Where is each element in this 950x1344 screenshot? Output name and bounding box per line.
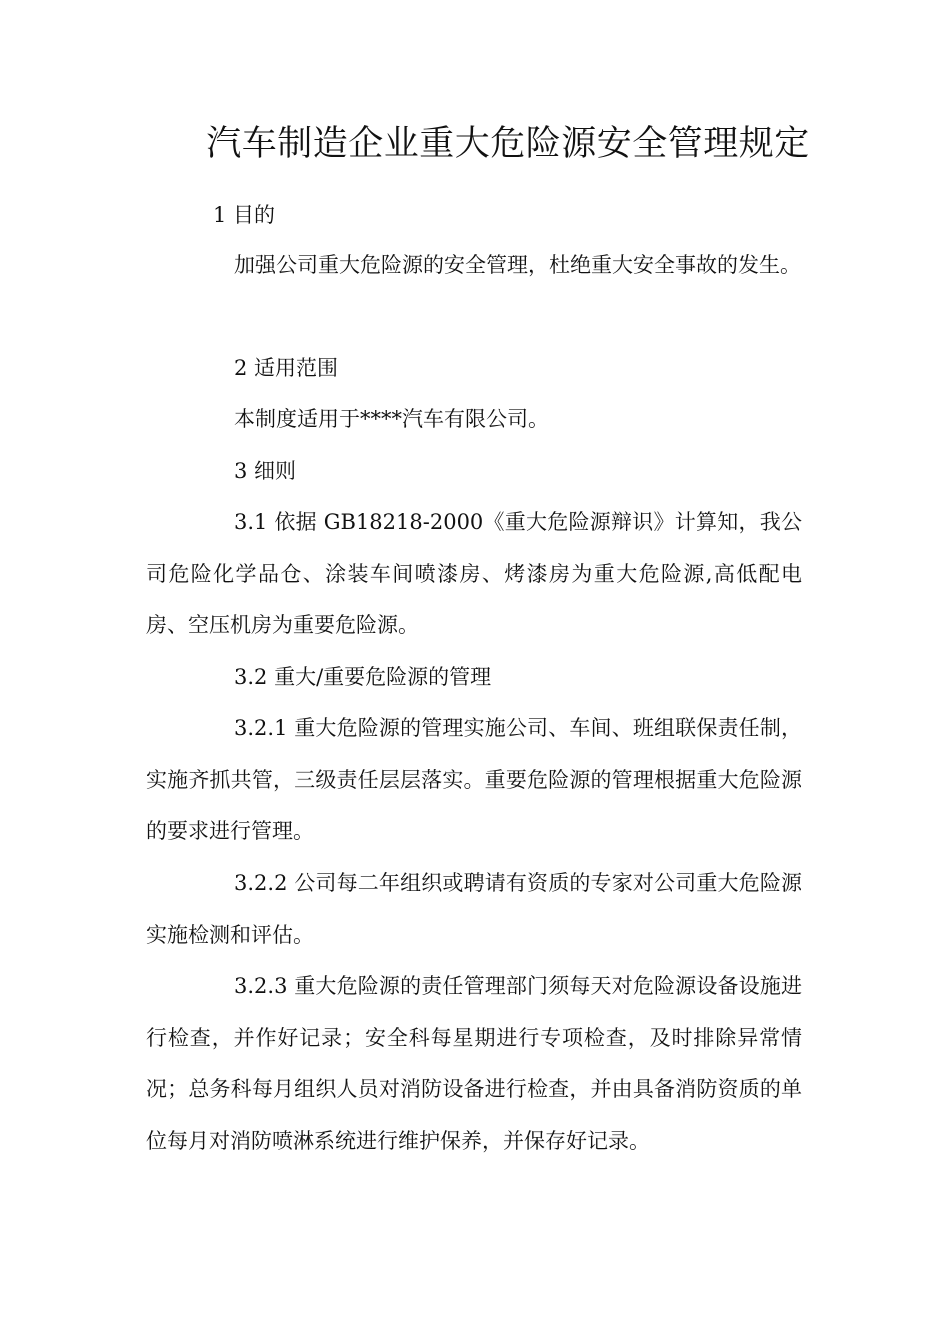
- section-heading-rules: 3 细则: [234, 459, 297, 483]
- section-heading-purpose: 1 目的: [213, 203, 276, 227]
- paragraph-scope: 本制度适用于****汽车有限公司。: [234, 407, 549, 431]
- paragraph-3-2-3: 3.2.3 重大危险源的责任管理部门须每天对危险源设备设施进行检查，并作好记录；安全科每星期进行专项检查，及时排除异常情况；总务科每月组织人员对消防设备进行检查，并由具备消防资质的单位每月对消防喷淋系统进行维护保养，并保存好记录。: [146, 974, 802, 1153]
- document-title: 汽车制造企业重大危险源安全管理规定: [206, 124, 810, 164]
- section-heading-3-2: 3.2 重大/重要危险源的管理: [234, 665, 492, 689]
- paragraph-3-2-1: 3.2.1 重大危险源的管理实施公司、车间、班组联保责任制，实施齐抓共管，三级责任层层落实。重要危险源的管理根据重大危险源的要求进行管理。: [146, 716, 802, 843]
- paragraph-3-1: 3.1 依据 GB18218-2000《重大危险源辩识》计算知，我公司危险化学品仓、涂装车间喷漆房、烤漆房为重大危险源,高低配电房、空压机房为重要危险源。: [146, 510, 802, 637]
- section-heading-scope: 2 适用范围: [234, 356, 339, 380]
- paragraph-purpose: 加强公司重大危险源的安全管理，杜绝重大安全事故的发生。: [234, 253, 801, 277]
- paragraph-3-2-2: 3.2.2 公司每二年组织或聘请有资质的专家对公司重大危险源实施检测和评估。: [146, 871, 802, 947]
